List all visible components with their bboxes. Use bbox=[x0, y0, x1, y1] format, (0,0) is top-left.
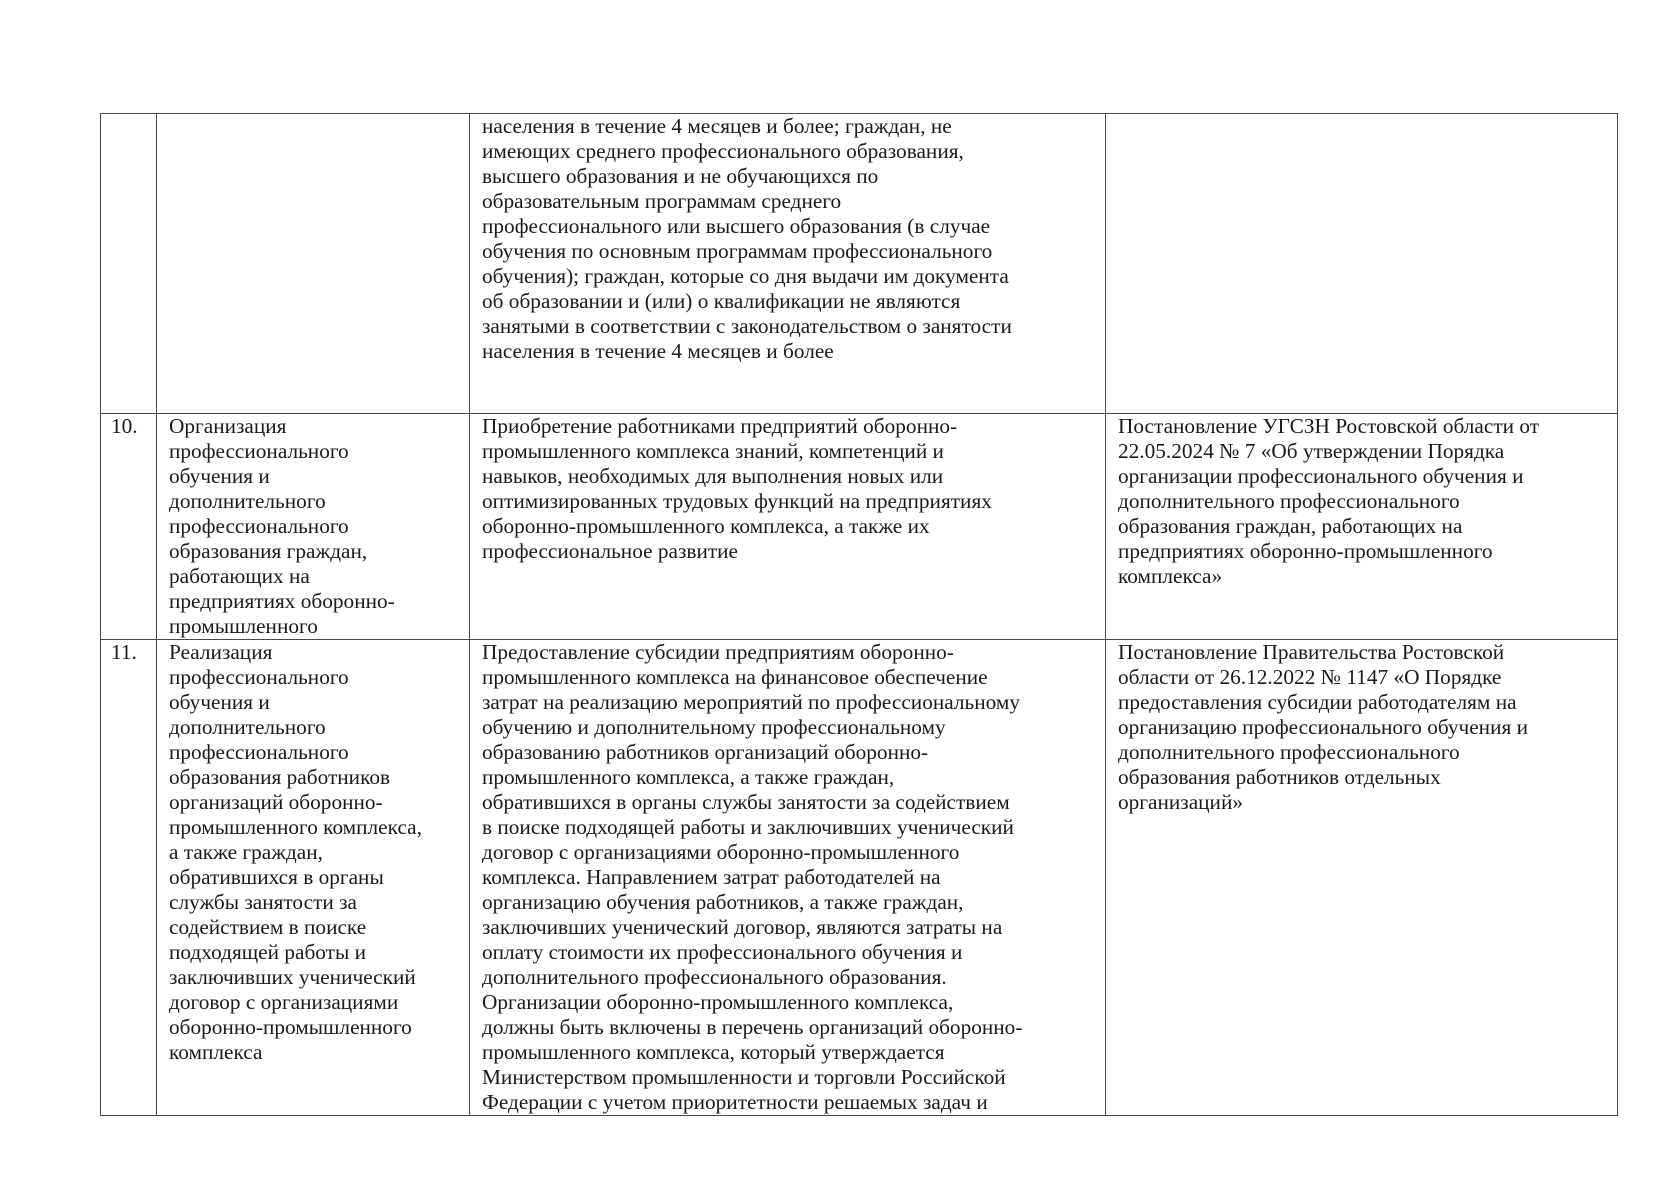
text-line: профессионального bbox=[169, 514, 349, 538]
text-line: работающих на bbox=[169, 564, 310, 588]
measure-description-cell bbox=[470, 640, 1106, 1116]
table-row bbox=[101, 114, 1618, 414]
row-number: 10. bbox=[111, 414, 138, 438]
text-line: обучения и bbox=[169, 464, 270, 488]
text-line: навыков, необходимых для выполнения новых или bbox=[482, 464, 944, 488]
text-line: комплекса. Направлением затрат работодателей на bbox=[482, 865, 941, 889]
text-line: обратившихся в органы bbox=[169, 865, 384, 889]
row-number-cell bbox=[101, 640, 157, 1116]
text-line: промышленного комплекса, а также граждан, bbox=[482, 765, 895, 789]
text-line: образовательным программам среднего bbox=[482, 189, 842, 213]
table-row bbox=[101, 640, 1618, 1116]
text-line: организацию обучения работников, а также граждан, bbox=[482, 890, 964, 914]
text-line: комплекса» bbox=[1118, 564, 1223, 588]
text-line: оптимизированных трудовых функций на предприятиях bbox=[482, 489, 992, 513]
text-line: службы занятости за bbox=[169, 890, 357, 914]
text-line: профессионального bbox=[169, 439, 349, 463]
text-line: имеющих среднего профессионального образования, bbox=[482, 139, 964, 163]
measures-table bbox=[100, 113, 1618, 1116]
text-line: в поиске подходящей работы и заключивших ученический bbox=[482, 815, 1014, 839]
text-line: промышленного комплекса, bbox=[169, 815, 422, 839]
measure-name-cell bbox=[157, 114, 470, 414]
text-line: профессиональное развитие bbox=[482, 539, 739, 563]
text-line: образования граждан, работающих на bbox=[1118, 514, 1463, 538]
text-line: затрат на реализацию мероприятий по профессиональному bbox=[482, 690, 1020, 714]
legal-act-cell bbox=[1106, 414, 1618, 640]
measure-name-cell bbox=[157, 640, 470, 1116]
text-line: Постановление Правительства Ростовской bbox=[1118, 640, 1505, 664]
text-line: дополнительного профессионального образования. bbox=[482, 965, 947, 989]
table-row bbox=[101, 414, 1618, 640]
text-line: 22.05.2024 № 7 «Об утверждении Порядка bbox=[1118, 439, 1505, 463]
text-line: образования работников bbox=[169, 765, 391, 789]
text-line: договор с организациями bbox=[169, 990, 399, 1014]
text-line: организацию профессионального обучения и bbox=[1118, 715, 1528, 739]
text-line: профессионального bbox=[169, 665, 349, 689]
text-line: Организации оборонно-промышленного комплекса, bbox=[482, 990, 954, 1014]
text-line: обучению и дополнительному профессиональному bbox=[482, 715, 946, 739]
text-line: должны быть включены в перечень организаций оборонно- bbox=[482, 1015, 1023, 1039]
legal-act-cell bbox=[1106, 640, 1618, 1116]
text-line: профессионального bbox=[169, 740, 349, 764]
text-line: обучения); граждан, которые со дня выдачи им документа bbox=[482, 264, 1009, 288]
text-line: Министерством промышленности и торговли Российской bbox=[482, 1065, 1006, 1089]
text-line: комплекса bbox=[169, 1040, 263, 1064]
row-number-cell bbox=[101, 114, 157, 414]
text-line: оборонно-промышленного комплекса, а также их bbox=[482, 514, 930, 538]
text-line: организаций оборонно- bbox=[169, 790, 383, 814]
text-line: договор с организациями оборонно-промышленного bbox=[482, 840, 960, 864]
measure-description-cell bbox=[470, 114, 1106, 414]
text-line: образованию работников организаций оборонно- bbox=[482, 740, 929, 764]
text-line: организации профессионального обучения и bbox=[1118, 464, 1524, 488]
text-line: об образовании и (или) о квалификации не являются bbox=[482, 289, 961, 313]
text-line: заключивших ученический bbox=[169, 965, 416, 989]
text-line: высшего образования и не обучающихся по bbox=[482, 164, 879, 188]
text-line: промышленного комплекса знаний, компетенций и bbox=[482, 439, 944, 463]
text-line: предприятиях оборонно-промышленного bbox=[1118, 539, 1493, 563]
text-line: Приобретение работниками предприятий оборонно- bbox=[482, 414, 958, 438]
text-line: предприятиях оборонно- bbox=[169, 589, 395, 613]
text-line: населения в течение 4 месяцев и более bbox=[482, 339, 834, 363]
text-line: оплату стоимости их профессионального обучения и bbox=[482, 940, 963, 964]
text-line: дополнительного bbox=[169, 489, 326, 513]
text-line: Федерации с учетом приоритетности решаемых задач и bbox=[482, 1090, 988, 1114]
text-line: образования граждан, bbox=[169, 539, 368, 563]
measure-name-cell bbox=[157, 414, 470, 640]
text-line: населения в течение 4 месяцев и более; граждан, не bbox=[482, 114, 952, 138]
text-line: обратившихся в органы службы занятости за содействием bbox=[482, 790, 1010, 814]
text-line: заключивших ученический договор, являются затраты на bbox=[482, 915, 1003, 939]
text-line: а также граждан, bbox=[169, 840, 323, 864]
text-line: предоставления субсидии работодателям на bbox=[1118, 690, 1517, 714]
text-line: дополнительного профессионального bbox=[1118, 489, 1460, 513]
text-line: обучения и bbox=[169, 690, 270, 714]
text-line: Постановление УГСЗН Ростовской области от bbox=[1118, 414, 1540, 438]
text-line: обучения по основным программам профессионального bbox=[482, 239, 993, 263]
text-line: области от 26.12.2022 № 1147 «О Порядке bbox=[1118, 665, 1502, 689]
text-line: подходящей работы и bbox=[169, 940, 366, 964]
text-line: профессионального или высшего образования (в случае bbox=[482, 214, 991, 238]
legal-act-cell bbox=[1106, 114, 1618, 414]
measure-description-cell bbox=[470, 414, 1106, 640]
text-line: организаций» bbox=[1118, 790, 1243, 814]
text-line: промышленного комплекса, который утверждается bbox=[482, 1040, 945, 1064]
row-number: 11. bbox=[111, 640, 137, 664]
text-line: Предоставление субсидии предприятиям оборонно- bbox=[482, 640, 954, 664]
text-line: Организация bbox=[169, 414, 287, 438]
text-line: дополнительного bbox=[169, 715, 326, 739]
row-number-cell bbox=[101, 414, 157, 640]
text-line: дополнительного профессионального bbox=[1118, 740, 1460, 764]
text-line: занятыми в соответствии с законодательством о занятости bbox=[482, 314, 1012, 338]
text-line: содействием в поиске bbox=[169, 915, 367, 939]
text-line: образования работников отдельных bbox=[1118, 765, 1441, 789]
text-line: промышленного bbox=[169, 614, 318, 638]
text-line: промышленного комплекса на финансовое обеспечение bbox=[482, 665, 988, 689]
text-line: Реализация bbox=[169, 640, 273, 664]
text-line: оборонно-промышленного bbox=[169, 1015, 412, 1039]
